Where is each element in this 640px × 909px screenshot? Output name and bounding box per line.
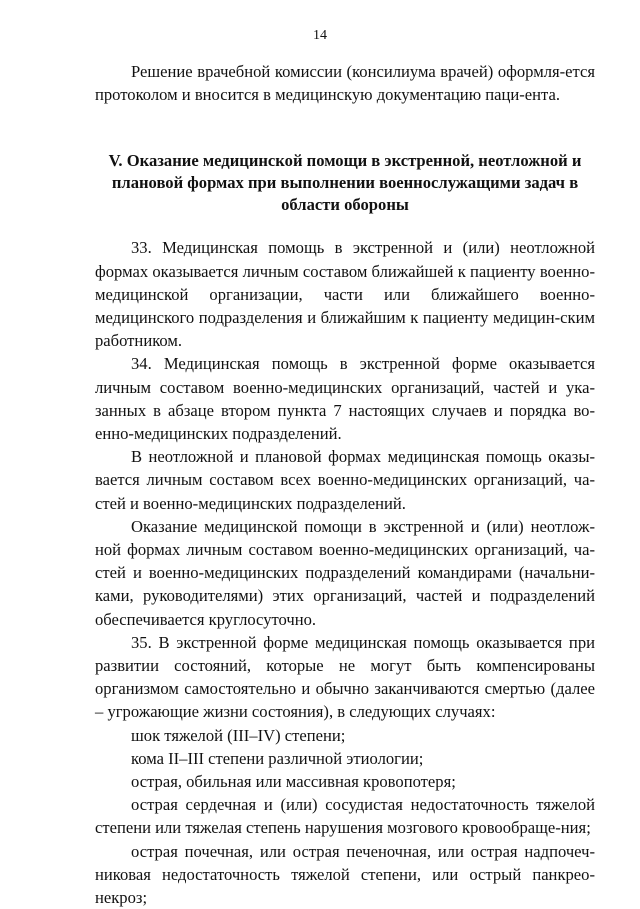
list-item-blood-loss: острая, обильная или массивная кровопотеря; bbox=[131, 772, 456, 792]
list-item-renal-hepatic-insufficiency: острая почечная, или острая печеночная, или острая надпочеч-никовая недостаточность тяжелой степени, или острый панкрео-некроз; bbox=[95, 841, 595, 908]
paragraph-34-urgent-planned: В неотложной и плановой формах медицинская помощь оказы-вается личным составом всех военно-медицинских организаций, ча-стей и военно-медицинских подразделений. bbox=[95, 447, 595, 513]
list-item-shock: шок тяжелой (III–IV) степени; bbox=[131, 725, 346, 745]
intro-paragraph: Решение врачебной комиссии (консилиума врачей) оформля-ется протоколом и вносится в медицинскую документацию паци-ента. bbox=[95, 62, 595, 105]
paragraph-34: 34. Медицинская помощь в экстренной форме оказывается личным составом военно-медицинских организаций, частей и ука-занных в абзаце втором пункта 7 настоящих случаев и порядка во-енно-медицинских подразделений. bbox=[95, 354, 595, 444]
list-item-cardiac-insufficiency: острая сердечная и (или) сосудистая недостаточность тяжелой степени или тяжелая степень нарушения мозгового кровообраще-ния; bbox=[95, 795, 595, 838]
paragraph-34-round-the-clock: Оказание медицинской помощи в экстренной и (или) неотлож-ной формах личным составом военно-медицинских организаций, ча-стей и военно-медицинских подразделений командирами (начальни-ками, руководителями) этих организаций, частей и подразделений обеспечивается круглосуточно. bbox=[95, 516, 595, 629]
page-content bbox=[95, 60, 595, 909]
page-number: 14 bbox=[313, 28, 327, 43]
section-heading: V. Оказание медицинской помощи в экстренной, неотложной и плановой формах при выполнении военнослужащими задач в области обороны bbox=[108, 151, 582, 215]
paragraph-35: 35. В экстренной форме медицинская помощь оказывается при развитии состояний, которые не могут быть компенсированы организмом самостоятельно и обычно заканчиваются смертью (далее – угрожающие жизни состояния), в следующих случаях: bbox=[95, 632, 595, 722]
list-item-coma: кома II–III степени различной этиологии; bbox=[131, 748, 424, 768]
paragraph-33: 33. Медицинская помощь в экстренной и (или) неотложной формах оказывается личным составом ближайшей к пациенту военно-медицинской организации, части или ближайшего военно-медицинского подразделения и ближайшим к пациенту медицин-ским работником. bbox=[95, 238, 595, 351]
